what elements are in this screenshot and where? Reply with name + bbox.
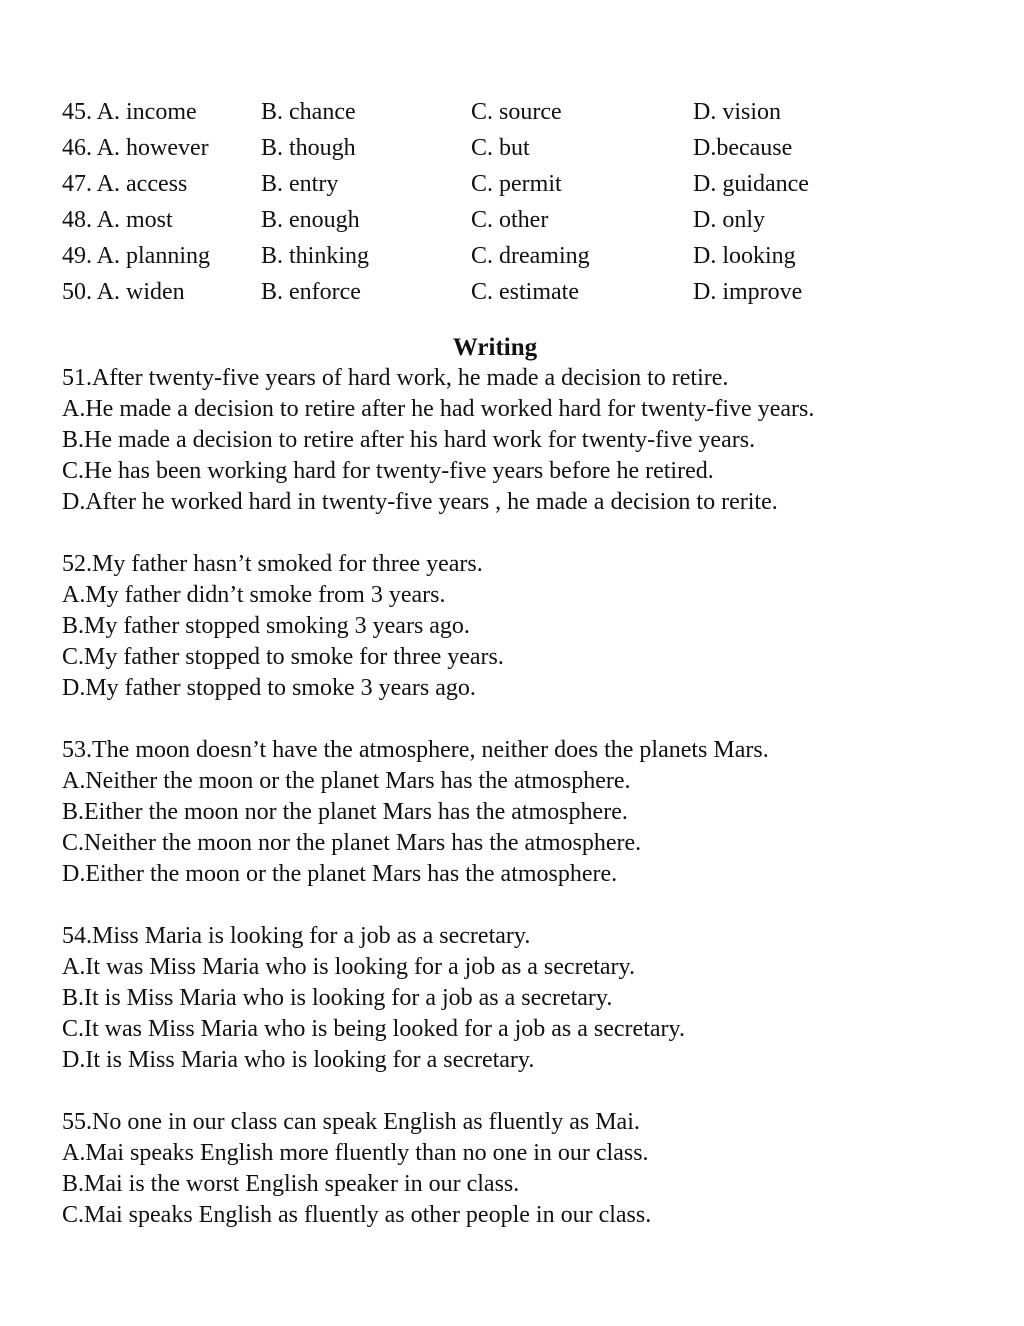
answer-option: D.Either the moon or the planet Mars has the atmosphere. bbox=[62, 861, 618, 887]
option-b: B. entry bbox=[261, 171, 339, 197]
option-d: D. improve bbox=[693, 279, 803, 305]
option-c: C. estimate bbox=[471, 279, 579, 305]
option-b: B. enough bbox=[261, 207, 360, 233]
answer-option: B.He made a decision to retire after his hard work for twenty-five years. bbox=[62, 427, 756, 453]
question-row-46 bbox=[62, 130, 962, 166]
vocabulary-options-table bbox=[62, 94, 962, 310]
question-row-45 bbox=[62, 94, 962, 130]
answer-option: D.My father stopped to smoke 3 years ago. bbox=[62, 675, 476, 701]
answer-option: B.Either the moon nor the planet Mars has the atmosphere. bbox=[62, 799, 628, 825]
option-b: B. though bbox=[261, 135, 356, 161]
question-prompt: 54.Miss Maria is looking for a job as a secretary. bbox=[62, 923, 531, 949]
question-prompt: 52.My father hasn’t smoked for three years. bbox=[62, 551, 483, 577]
question-row-48 bbox=[62, 202, 962, 238]
question-prompt: 55.No one in our class can speak English as fluently as Mai. bbox=[62, 1109, 640, 1135]
answer-option: B.Mai is the worst English speaker in our class. bbox=[62, 1171, 520, 1197]
writing-question-54 bbox=[62, 921, 982, 1076]
answer-option: B.It is Miss Maria who is looking for a job as a secretary. bbox=[62, 985, 613, 1011]
answer-option: D.After he worked hard in twenty-five years , he made a decision to rerite. bbox=[62, 489, 778, 515]
option-d: D.because bbox=[693, 135, 793, 161]
answer-option: A.It was Miss Maria who is looking for a job as a secretary. bbox=[62, 954, 635, 980]
question-prompt: 53.The moon doesn’t have the atmosphere, neither does the planets Mars. bbox=[62, 737, 769, 763]
answer-option: C.He has been working hard for twenty-five years before he retired. bbox=[62, 458, 714, 484]
option-d: D. vision bbox=[693, 99, 782, 125]
option-a: 49. A. planning bbox=[62, 243, 210, 269]
option-a: 45. A. income bbox=[62, 99, 197, 125]
option-a: 46. A. however bbox=[62, 135, 209, 161]
answer-option: A.He made a decision to retire after he had worked hard for twenty-five years. bbox=[62, 396, 815, 422]
answer-option: C.Neither the moon nor the planet Mars has the atmosphere. bbox=[62, 830, 642, 856]
option-c: C. but bbox=[471, 135, 530, 161]
answer-option: A.Neither the moon or the planet Mars has the atmosphere. bbox=[62, 768, 631, 794]
question-prompt: 51.After twenty-five years of hard work, he made a decision to retire. bbox=[62, 365, 729, 391]
option-b: B. chance bbox=[261, 99, 356, 125]
question-row-47 bbox=[62, 166, 962, 202]
option-a: 50. A. widen bbox=[62, 279, 185, 305]
option-c: C. source bbox=[471, 99, 562, 125]
writing-question-53 bbox=[62, 735, 982, 890]
answer-option: C.Mai speaks English as fluently as other people in our class. bbox=[62, 1202, 652, 1228]
answer-option: C.It was Miss Maria who is being looked for a job as a secretary. bbox=[62, 1016, 685, 1042]
answer-option: A.Mai speaks English more fluently than no one in our class. bbox=[62, 1140, 649, 1166]
answer-option: B.My father stopped smoking 3 years ago. bbox=[62, 613, 470, 639]
option-d: D. looking bbox=[693, 243, 796, 269]
option-d: D. only bbox=[693, 207, 765, 233]
option-c: C. other bbox=[471, 207, 549, 233]
option-c: C. dreaming bbox=[471, 243, 590, 269]
writing-section bbox=[62, 363, 982, 1262]
writing-question-51 bbox=[62, 363, 982, 518]
answer-option: D.It is Miss Maria who is looking for a secretary. bbox=[62, 1047, 535, 1073]
option-d: D. guidance bbox=[693, 171, 809, 197]
question-row-50 bbox=[62, 274, 962, 310]
writing-section-title: Writing bbox=[452, 334, 538, 361]
option-b: B. thinking bbox=[261, 243, 370, 269]
writing-question-52 bbox=[62, 549, 982, 704]
question-row-49 bbox=[62, 238, 962, 274]
option-b: B. enforce bbox=[261, 279, 361, 305]
option-a: 47. A. access bbox=[62, 171, 188, 197]
answer-option: C.My father stopped to smoke for three years. bbox=[62, 644, 504, 670]
option-c: C. permit bbox=[471, 171, 562, 197]
writing-question-55 bbox=[62, 1107, 982, 1231]
option-a: 48. A. most bbox=[62, 207, 173, 233]
answer-option: A.My father didn’t smoke from 3 years. bbox=[62, 582, 446, 608]
